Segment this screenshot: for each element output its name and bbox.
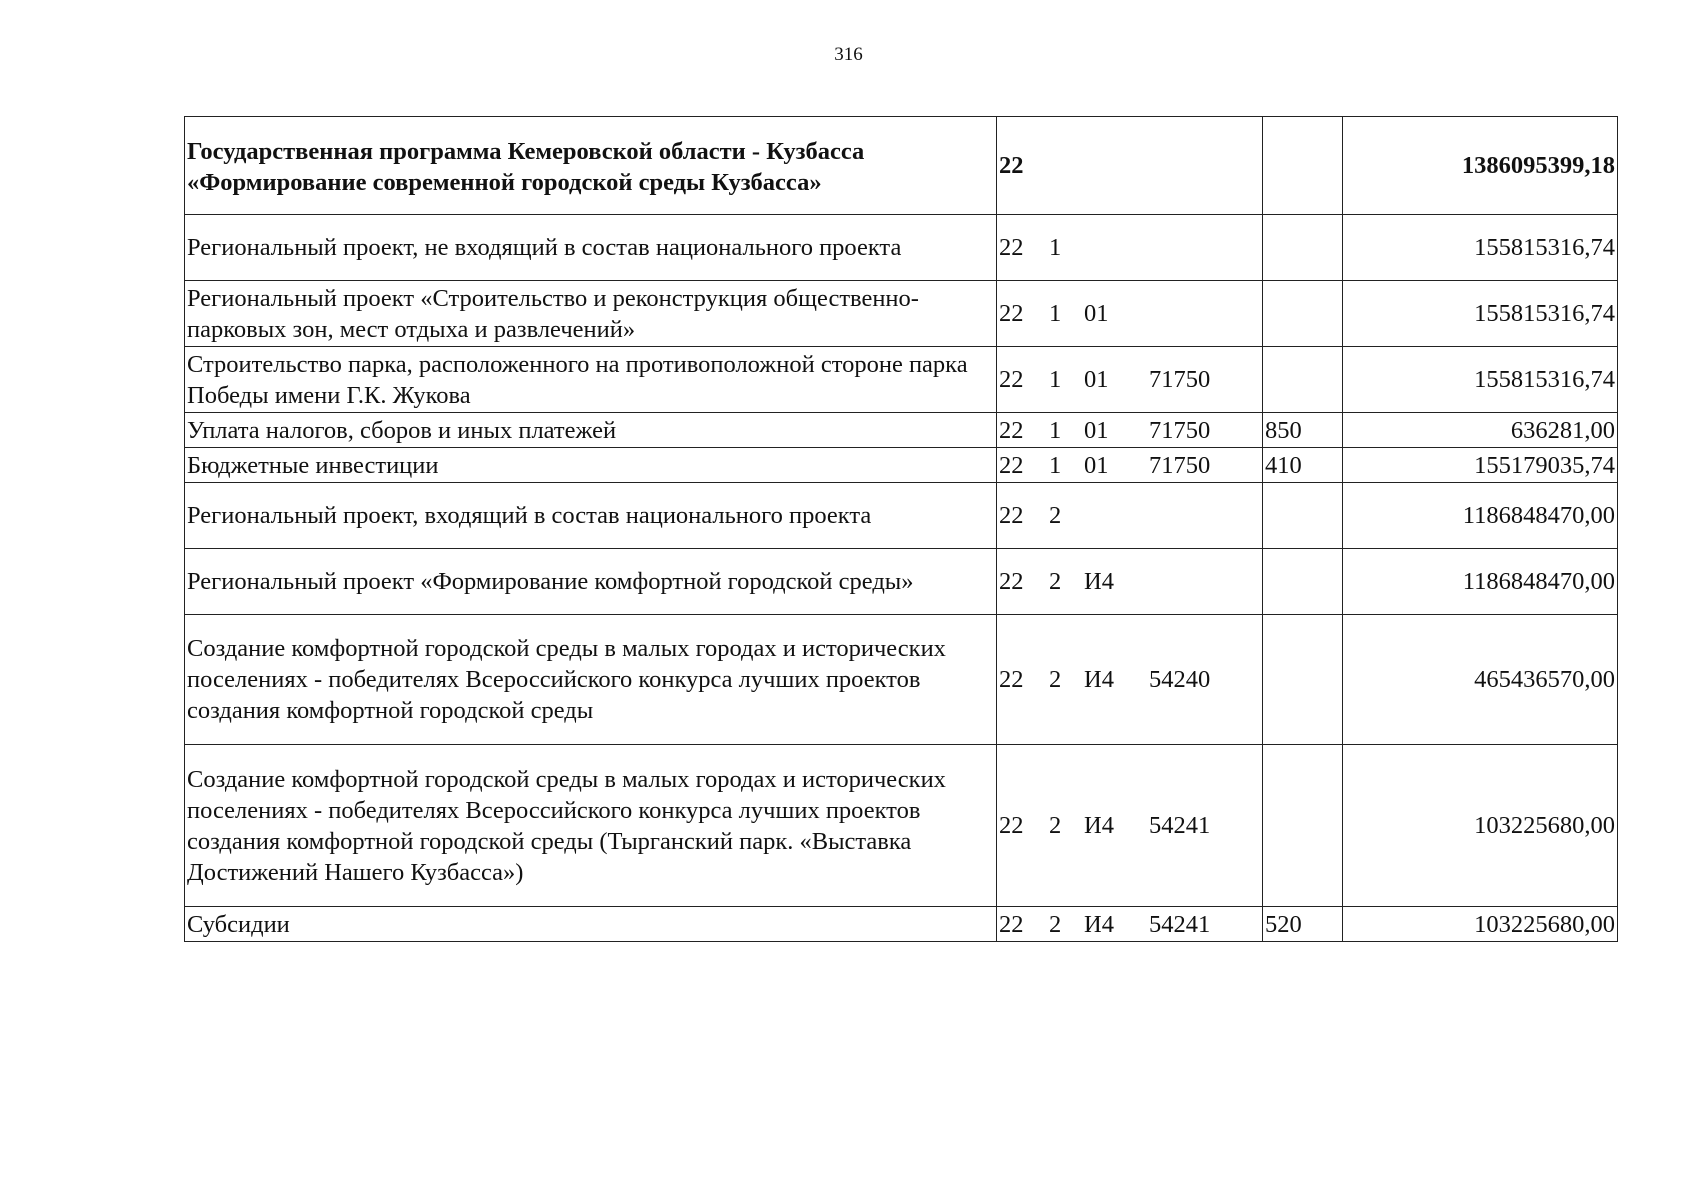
program-code: 22 <box>999 234 1024 261</box>
row-sum: 465436570,00 <box>1343 615 1618 745</box>
row-name: Региональный проект, входящий в состав национального проекта <box>185 483 997 549</box>
expense-type-code <box>1263 215 1343 281</box>
table-row <box>185 281 1618 347</box>
row-name: Государственная программа Кемеровской области - Кузбасса «Формирование современной городской среды Кузбасса» <box>185 117 997 215</box>
table-row <box>185 347 1618 413</box>
program-code: 22 <box>999 812 1024 839</box>
main-activity-code: 01 <box>1084 416 1109 444</box>
row-codes <box>997 215 1263 281</box>
table-row <box>185 745 1618 907</box>
row-name: Региональный проект, не входящий в состав национального проекта <box>185 215 997 281</box>
row-codes <box>997 281 1263 347</box>
program-code: 22 <box>999 910 1024 938</box>
table-row <box>185 615 1618 745</box>
row-sum: 1186848470,00 <box>1343 483 1618 549</box>
expense-type-code: 520 <box>1263 907 1343 942</box>
main-activity-code: И4 <box>1084 812 1114 839</box>
main-activity-code: И4 <box>1084 568 1114 595</box>
expense-type-code: 410 <box>1263 448 1343 483</box>
main-activity-code: И4 <box>1084 666 1114 693</box>
main-activity-code: 01 <box>1084 366 1109 393</box>
direction-code: 54241 <box>1149 812 1211 839</box>
row-name: Строительство парка, расположенного на противоположной стороне парка Победы имени Г.К. Жукова <box>185 347 997 413</box>
subprogram-code: 1 <box>1049 300 1062 327</box>
program-code: 22 <box>999 366 1024 393</box>
program-code: 22 <box>999 152 1024 179</box>
row-codes <box>997 615 1263 745</box>
program-code: 22 <box>999 502 1024 529</box>
subprogram-code: 2 <box>1049 812 1062 839</box>
table-row <box>185 907 1618 942</box>
direction-code: 71750 <box>1149 366 1211 393</box>
table-row <box>185 483 1618 549</box>
subprogram-code: 2 <box>1049 666 1062 693</box>
row-codes <box>997 745 1263 907</box>
row-codes <box>997 413 1263 448</box>
subprogram-code: 1 <box>1049 451 1062 479</box>
row-sum: 155815316,74 <box>1343 281 1618 347</box>
expense-type-code <box>1263 117 1343 215</box>
program-code: 22 <box>999 568 1024 595</box>
subprogram-code: 2 <box>1049 568 1062 595</box>
expense-type-code <box>1263 549 1343 615</box>
row-codes <box>997 117 1263 215</box>
subprogram-code: 2 <box>1049 502 1062 529</box>
main-activity-code: 01 <box>1084 451 1109 479</box>
subprogram-code: 1 <box>1049 234 1062 261</box>
row-codes <box>997 448 1263 483</box>
row-codes <box>997 483 1263 549</box>
row-sum: 155815316,74 <box>1343 215 1618 281</box>
budget-table <box>184 116 1618 942</box>
expense-type-code <box>1263 347 1343 413</box>
direction-code: 71750 <box>1149 416 1211 444</box>
expense-type-code <box>1263 615 1343 745</box>
main-activity-code: И4 <box>1084 910 1114 938</box>
row-codes <box>997 907 1263 942</box>
row-sum: 155815316,74 <box>1343 347 1618 413</box>
row-name: Создание комфортной городской среды в малых городах и исторических поселениях - победителях Всероссийского конкурса лучших проектов создания комфортной городской среды (Тырганский парк. «Выставка Достижений Нашего Кузбасса») <box>185 745 997 907</box>
program-code: 22 <box>999 416 1024 444</box>
table-row <box>185 413 1618 448</box>
table-row <box>185 117 1618 215</box>
row-codes <box>997 549 1263 615</box>
subprogram-code: 2 <box>1049 910 1062 938</box>
expense-type-code <box>1263 745 1343 907</box>
row-name: Бюджетные инвестиции <box>185 448 997 483</box>
expense-type-code: 850 <box>1263 413 1343 448</box>
direction-code: 54240 <box>1149 666 1211 693</box>
direction-code: 54241 <box>1149 910 1211 938</box>
row-name: Субсидии <box>185 907 997 942</box>
expense-type-code <box>1263 281 1343 347</box>
row-sum: 103225680,00 <box>1343 907 1618 942</box>
row-name: Региональный проект «Строительство и реконструкция общественно-парковых зон, мест отдыха и развлечений» <box>185 281 997 347</box>
row-name: Уплата налогов, сборов и иных платежей <box>185 413 997 448</box>
row-sum: 1386095399,18 <box>1343 117 1618 215</box>
row-name: Региональный проект «Формирование комфортной городской среды» <box>185 549 997 615</box>
row-sum: 1186848470,00 <box>1343 549 1618 615</box>
expense-type-code <box>1263 483 1343 549</box>
table-row <box>185 448 1618 483</box>
main-activity-code: 01 <box>1084 300 1109 327</box>
page-number: 316 <box>834 44 863 65</box>
subprogram-code: 1 <box>1049 416 1062 444</box>
table-row <box>185 549 1618 615</box>
row-codes <box>997 347 1263 413</box>
program-code: 22 <box>999 300 1024 327</box>
row-sum: 636281,00 <box>1343 413 1618 448</box>
direction-code: 71750 <box>1149 451 1211 479</box>
program-code: 22 <box>999 666 1024 693</box>
subprogram-code: 1 <box>1049 366 1062 393</box>
row-sum: 155179035,74 <box>1343 448 1618 483</box>
table-row <box>185 215 1618 281</box>
program-code: 22 <box>999 451 1024 479</box>
row-sum: 103225680,00 <box>1343 745 1618 907</box>
row-name: Создание комфортной городской среды в малых городах и исторических поселениях - победителях Всероссийского конкурса лучших проектов создания комфортной городской среды <box>185 615 997 745</box>
